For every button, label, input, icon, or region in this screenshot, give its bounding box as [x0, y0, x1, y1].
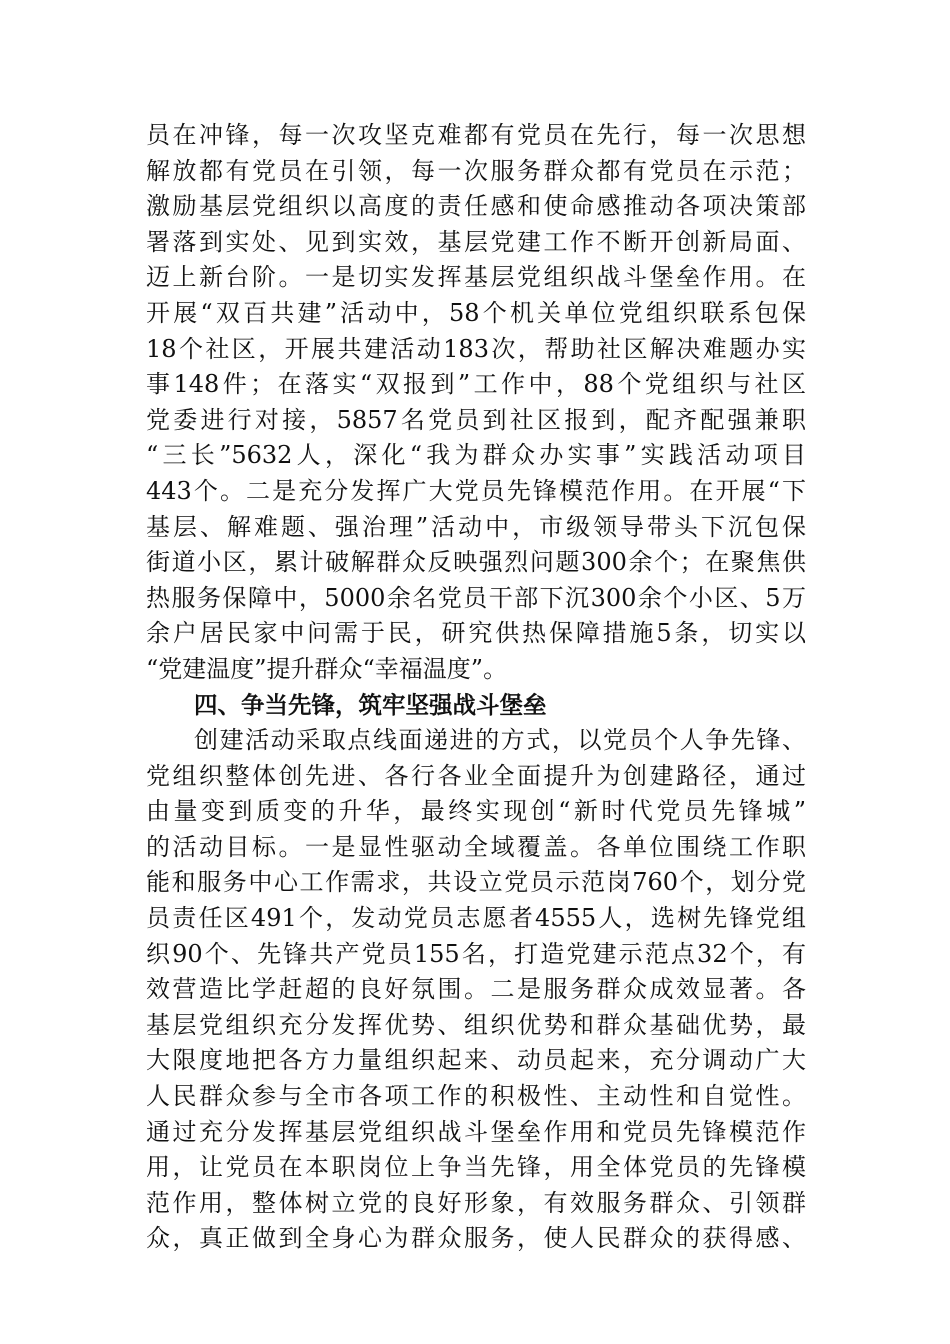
paragraph-line: 能和服务中心工作需求，共设立党员示范岗760个，划分党	[146, 868, 806, 897]
paragraph-line: 443个。二是充分发挥广大党员先锋模范作用。在开展“下	[146, 476, 806, 505]
paragraph-line: 范作用，整体树立党的良好形象，有效服务群众、引领群	[146, 1188, 806, 1217]
paragraph-line: 党委进行对接，5857名党员到社区报到，配齐配强兼职	[146, 405, 806, 434]
paragraph-line: 事148件；在落实“双报到”工作中，88个党组织与社区	[146, 370, 806, 399]
paragraph-line: 基层党组织充分发挥优势、组织优势和群众基础优势，最	[146, 1010, 806, 1039]
paragraph-line: 余户居民家中问需于民，研究供热保障措施5条，切实以	[146, 619, 806, 648]
document-body	[146, 118, 806, 1257]
paragraph-line: 效营造比学赶超的良好氛围。二是服务群众成效显著。各	[146, 975, 806, 1004]
paragraph-line: 热服务保障中，5000余名党员干部下沉300余个小区、5万	[146, 583, 806, 612]
paragraph-line: 党组织整体创先进、各行各业全面提升为创建路径，通过	[146, 761, 806, 790]
paragraph-line: 基层、解难题、强治理”活动中，市级领导带头下沉包保	[146, 512, 806, 541]
paragraph-line: 街道小区，累计破解群众反映强烈问题300余个；在聚焦供	[146, 548, 806, 577]
paragraph-line: 织90个、先锋共产党员155名，打造党建示范点32个，有	[146, 939, 806, 968]
paragraph-line: 创建活动采取点线面递进的方式，以党员个人争先锋、	[194, 726, 806, 755]
paragraph-line: 由量变到质变的升华，最终实现创“新时代党员先锋城”	[146, 797, 806, 826]
paragraph-line: 开展“双百共建”活动中，58个机关单位党组织联系包保	[146, 298, 806, 327]
paragraph-line: “党建温度”提升群众“幸福温度”。	[146, 654, 508, 683]
paragraph-line: 大限度地把各方力量组织起来、动员起来，充分调动广大	[146, 1046, 806, 1075]
paragraph-line: 解放都有党员在引领，每一次服务群众都有党员在示范；	[146, 156, 806, 185]
paragraph-line: “三长”5632人，深化“我为群众办实事”实践活动项目	[146, 441, 806, 470]
paragraph-line: 署落到实处、见到实效，基层党建工作不断开创新局面、	[146, 227, 806, 256]
paragraph-line: 员在冲锋，每一次攻坚克难都有党员在先行，每一次思想	[146, 121, 806, 149]
paragraph-line: 激励基层党组织以高度的责任感和使命感推动各项决策部	[146, 192, 806, 221]
paragraph-line: 的活动目标。一是显性驱动全域覆盖。各单位围绕工作职	[146, 832, 806, 861]
paragraph-line: 通过充分发挥基层党组织战斗堡垒作用和党员先锋模范作	[146, 1117, 806, 1146]
paragraph-line: 众，真正做到全身心为群众服务，使人民群众的获得感、	[146, 1224, 806, 1253]
paragraph-line: 人民群众参与全市各项工作的积极性、主动性和自觉性。	[146, 1082, 806, 1111]
paragraph-line: 员责任区491个，发动党员志愿者4555人，选树先锋党组	[146, 904, 806, 933]
paragraph-line: 用，让党员在本职岗位上争当先锋，用全体党员的先锋模	[146, 1153, 806, 1182]
section-heading: 四、争当先锋，筑牢坚强战斗堡垒	[194, 690, 547, 719]
paragraph-line: 18个社区，开展共建活动183次，帮助社区解决难题办实	[146, 334, 806, 363]
paragraph-line: 迈上新台阶。一是切实发挥基层党组织战斗堡垒作用。在	[146, 263, 806, 292]
